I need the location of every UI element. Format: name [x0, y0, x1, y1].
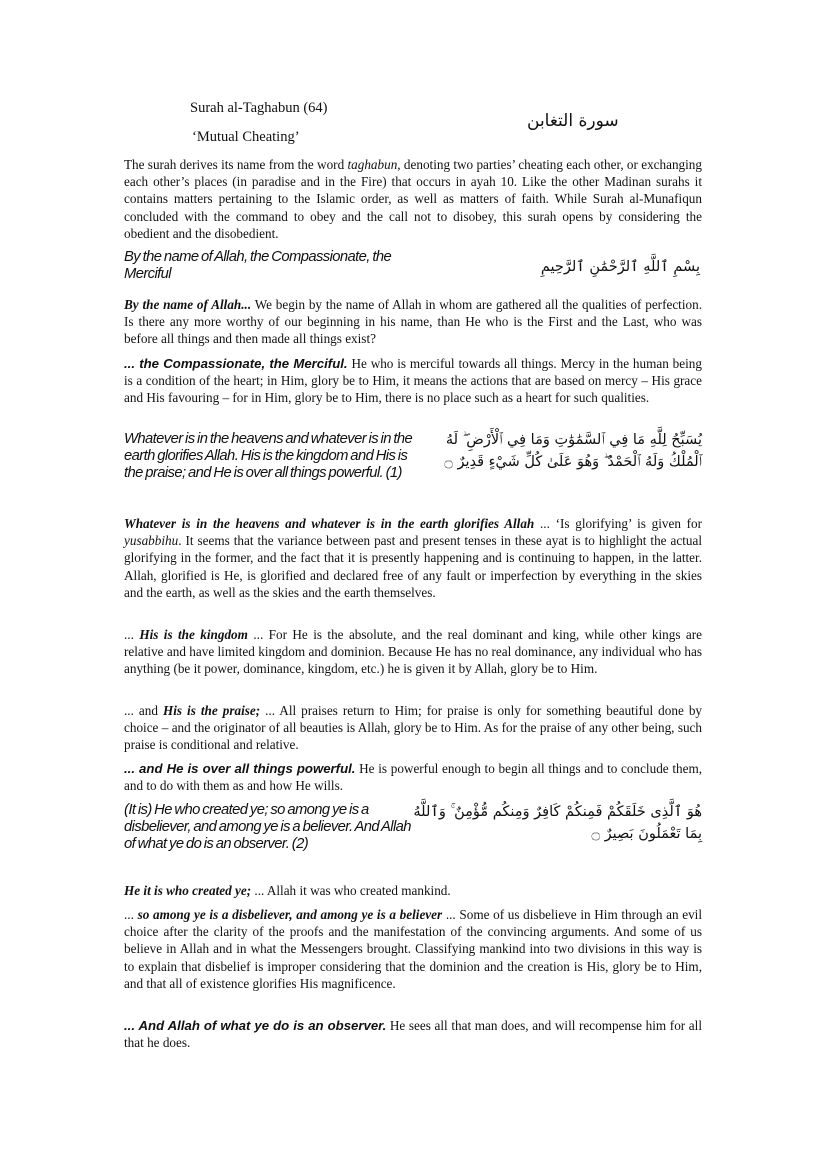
verse-1-english: Whatever is in the heavens and whatever is in the earth glorifies Allah. His is the kingdom and His is the praise; and He is over all things powerful. (1) [124, 431, 413, 481]
paragraph-praise: ... and His is the praise; ... All praises return to Him; for praise is only for something beautiful done by choice – and the originator of all beauties is Allah, glory be to Him. As for the praise of any other being, such praise is conditional and relative. [124, 703, 703, 753]
surah-subtitle: ‘Mutual Cheating’ [192, 129, 300, 145]
surah-title: Surah al-Taghabun (64) [190, 100, 328, 116]
verse-1-arabic: يُسَبِّحُ لِلَّهِ مَا فِي ٱلسَّمَٰوَٰتِ وَمَا فِي ٱلْأَرْضِ ۖ لَهُ ٱلْمُلْكُ وَلَهُ ٱلْحَمْدُ ۖ وَهُوَ عَلَىٰ كُلِّ شَيْءٍ قَدِيرٌ ۝ [444, 432, 702, 470]
paragraph-created: He it is who created ye; ... Allah it was who created mankind. [124, 883, 451, 898]
paragraph-believer-disbeliever: ... so among ye is a disbeliever, and among ye is a believer ... Some of us disbelieve in Him through an evil choice after the clarity of the proofs and the manifestation of the convincing arguments. And some of us believe in Allah and in what the Messengers brought. Classifying mankind into two divisions in this way is to explain that disbelief is improper considering that the dominion and the creation is His, glory be to Him, and that all of existence glorifies His magnificence. [124, 907, 702, 991]
paragraph-observer: ... And Allah of what ye do is an observer. He sees all that man does, and will recompense him for all that he does. [124, 1018, 702, 1051]
paragraph-powerful: ... and He is over all things powerful. He is powerful enough to begin all things and to conclude them, and to do with them as and how He wills. [124, 761, 703, 794]
verse-2-english: (It is) He who created ye; so among ye is a disbeliever, and among ye is a believer. And Allah of what ye do is an observer. (2) [124, 802, 411, 852]
arabic-surah-title: سورة التغابن [527, 111, 619, 131]
paragraph-glorifies: Whatever is in the heavens and whatever is in the earth glorifies Allah ... ‘Is glorifying’ is given for yusabbihu. It seems that the variance between past and present tenses in these ayat is to highlight the actual glorifying in the former, and the fact that it is presently happening and is continuing to happen, in the latter. Allah, glorified is He, is glorified and declared free of any fault or imperfection by everything in the skies and the earth, as well as the skies and the earth themselves. [124, 516, 703, 600]
paragraph-compassionate: ... the Compassionate, the Merciful. He who is merciful towards all things. Mercy in the human being is a condition of the heart; in Him, glory be to Him, it means the actions that are based on mercy – His grace and His favouring – for in Him, glory be to Him, there is no place such as a heart for such qualities. [124, 356, 702, 406]
paragraph-kingdom: ... His is the kingdom ... For He is the absolute, and the real dominant and king, while other kings are relative and have limited kingdom and dominion. Because He has no real dominance, any individual who has anything (be it power, dominance, kingdom, etc.) he is given it by Allah, glory be to Him. [124, 627, 702, 677]
basmala-arabic: بِسْمِ ٱللَّهِ ٱلرَّحْمَٰنِ ٱلرَّحِيمِ [540, 259, 700, 275]
basmala-english: By the name of Allah, the Compassionate, the Merciful [124, 249, 392, 282]
intro-paragraph: The surah derives its name from the word taghabun, denoting two parties’ cheating each other, or exchanging each other’s places (in paradise and in the Fire) that occurs in ayah 10. Like the other Madinan surahs it contains matters pertaining to the Islamic order, as well as matters of faith. While Surah al-Munafiqun concluded with the command to obey and the call not to disobey, this surah opens by considering the obedient and the disobedient. [124, 157, 702, 241]
verse-2-arabic: هُوَ ٱلَّذِى خَلَقَكُمْ فَمِنكُمْ كَافِرٌ وَمِنكُم مُّؤْمِنٌ ۚ وَٱللَّهُ بِمَا تَعْمَلُونَ بَصِيرٌ ۝ [413, 804, 702, 842]
paragraph-name-of-allah: By the name of Allah... We begin by the name of Allah in whom are gathered all the qualities of perfection. Is there any more worthy of our beginning in his name, than He who is the First and the Last, who was before all things and then made all things exist? [124, 297, 702, 347]
